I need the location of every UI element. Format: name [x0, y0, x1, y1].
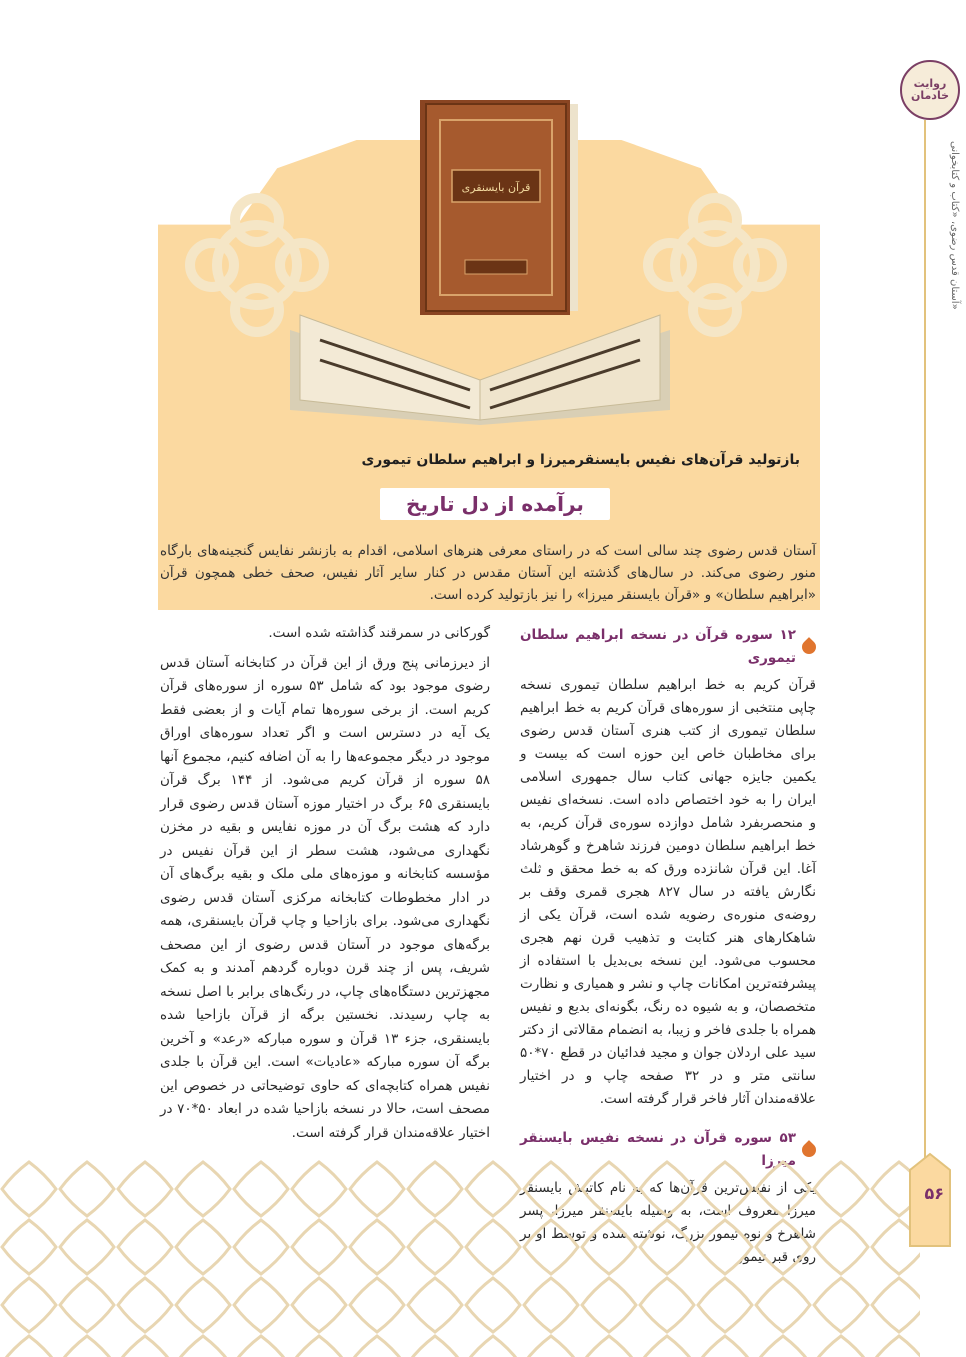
logo-text: روایت خادمان: [910, 77, 950, 102]
left-column-p2: از دیرزمانی پنج ورق از این قرآن در کتابخانه آستان قدس رضوی موجود بود که شامل ۵۳ سوره از سوره‌های قرآن کریم است. از برخی سوره‌ها تمام آیات و از بعضی فقط یک آیه در دسترس است و اگر تعداد سوره‌های اوراق موجود در دیگر مجموعه‌ها را به آن اضافه کنیم، مجموع آنها ۵۸ سوره از قرآن کریم می‌شود. از ۱۴۴ برگ قرآن بایسنقری ۶۵ برگ در اختیار موزه آستان قدس رضوی قرار دارد که هشت برگ آن در موزه نفایس و بقیه در مخزن نگهداری می‌شود، هشت سطر از این قرآن نفیس در مؤسسه کتابخانه و موزه‌های ملی ملک و بقیه برگ‌های آن در ادار مخطوطات کتابخانه مرکزی آستان قدس رضوی نگهداری می‌شود. برای بازاحیا و چاپ قرآن بایسنقری، همه برگه‌های موجود در آستان قدس رضوی از این مصحف شریف، پس از چند قرن دوباره گردهم آمدند و به کمک مجهزترین دستگاه‌های چاپ، در رنگ‌های برابر با اصل نسخه به چاپ رسیدند. نخستین برگه از قرآن بازاحیا شده بایسنقری، جزء ۱۳ قرآن و سوره مبارکه «رعد» و آخرین برگه آن سوره مبارکه «عادیات» است. این قرآن با جلدی نفیس همراه کتابچه‌ای که حاوی توضیحاتی در خصوص این مصحف است، حالا در نسخه بازاحیا شده در ابعاد ۵۰*۷۰ در اختیار علاقه‌مندان قرار گرفته است.: [160, 654, 491, 1141]
open-book-icon: [290, 315, 670, 425]
left-column-p1: گورکانی در سمرقند گذاشته شده است.: [268, 625, 490, 641]
page-title: برآمده از دل تاریخ: [380, 488, 610, 520]
quran-book-image: [280, 90, 680, 430]
section1-heading-text: ۱۲ سوره قرآن در نسخه ابراهیم سلطان تیموری: [520, 627, 796, 666]
book-cover-title: قرآن بایسنقری: [461, 181, 531, 194]
drop-bullet-icon: [799, 637, 819, 657]
section1-heading: [520, 624, 816, 670]
section1-body: قرآن کریم به خط ابراهیم سلطان تیموری نسخه چاپی منتخبی از سوره‌های قرآن کریم به خط ابراهیم سلطان تیموری از کتب هنری آستان قدس رضوی برای مخاطبان خاص این حوزه است که بیست و یکمین جایزه جهانی کتاب سال جمهوری اسلامی ایران را به خود اختصاص داده است. نسخه‌ای نفیس و منحصربفرد شامل دوازده سوره‌ی قرآن کریم، به خط ابراهیم سلطان دومین فرزند شاهرخ و گوهرشاد آغا. این قرآن شانزده ورق که به خط محقق و ثلث نگارش یافته در سال ۸۲۷ هجری قمری وقف بر روضه‌ی منوره‌ی رضویه شده است، قرآن یکی از شاهکارهای هنر کتابت و تذهیب قرن نهم هجری محسوب می‌شود. این نسخه بی‌بدیل با استفاده از پیشرفته‌ترین امکانات چاپ و نشر و همیاری و نظارت متخصصان، و به شیوه ده رنگ، بگونه‌ای بدیع و نفیس همراه با جلدی فاخر و زیبا، به انضمام مقالاتی از دکتر سید علی اردلان جوان و مجید فدائیان در قطع ۷۰*۵۰ سانتی متر و در ۳۲ صفحه چاپ و در اختیار علاقه‌مندان آثار فاخر قرار گرفته است.: [520, 677, 816, 1107]
super-title: بازتولید قرآن‌های نفیس بایسنقرمیرزا و ابراهیم سلطان تیموری: [361, 452, 800, 468]
book-cover-icon: [420, 100, 578, 315]
section2-heading-text: ۵۳ سوره قرآن در نسخه نفیس بایسنقر: [520, 1130, 796, 1146]
page-number: ۵۶: [924, 1184, 944, 1203]
drop-bullet-icon: [799, 1140, 819, 1160]
magazine-logo: [900, 60, 960, 120]
left-column: [160, 622, 490, 1151]
side-divider: [924, 120, 926, 1170]
intro-paragraph: آستان قدس رضوی چند سالی است که در راستای معرفی هنرهای اسلامی، اقدام به بازنشر نفایس گنجینه‌های بارگاه منور رضوی می‌کند. در سال‌های گذشته این آستان مقدس در کنار سایر آثار نفیس، صحف خطی همچون قرآن «ابراهیم سلطان» و «قرآن بایسنقر میرزا» را نیز بازتولید کرده است.: [160, 543, 816, 603]
side-vertical-text: آستان قدس رضوی، «کتاب و کتابخوانی»: [949, 140, 960, 310]
bottom-lattice-pattern: [0, 1160, 920, 1357]
